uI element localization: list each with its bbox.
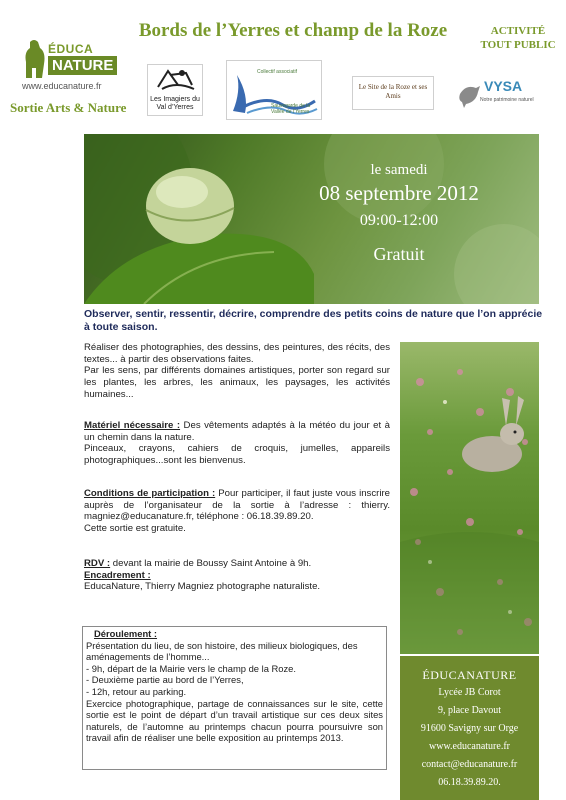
description-block bbox=[84, 342, 390, 401]
intro-text: Observer, sentir, ressentir, décrire, comprendre des petits coins de nature que l’on apprécie à toute saison. bbox=[84, 308, 543, 333]
collectif-label-1: Collectif associatif bbox=[257, 69, 298, 75]
contact-line-1: Lycée JB Corot bbox=[438, 687, 501, 698]
rdv-block bbox=[84, 558, 390, 593]
activity-label bbox=[476, 24, 560, 52]
description-p2: Par les sens, par différents domaines artistiques, porter son regard sur les plantes, les arbres, les animaux, les paysages, les activités humaines... bbox=[84, 365, 390, 400]
contact-line-3: 91600 Savigny sur Orge bbox=[420, 723, 519, 734]
subtitle: Sortie Arts & Nature bbox=[10, 100, 127, 115]
rdv-text: devant la mairie de Boussy Saint Antoine à 9h. bbox=[110, 558, 312, 569]
encadrement-text: EducaNature, Thierry Magniez photographe naturaliste. bbox=[84, 581, 321, 593]
rabbit-meadow-illustration bbox=[400, 342, 539, 654]
page-title: Bords de l’Yerres et champ de la Roze bbox=[138, 20, 448, 41]
conditions-block bbox=[84, 488, 390, 535]
educa-word: ÉDUCA bbox=[48, 42, 94, 56]
conditions-text-2: Cette sortie est gratuite. bbox=[84, 523, 186, 535]
contact-phone: 06.18.39.89.20. bbox=[438, 777, 501, 788]
programme-line-5: Exercice photographique, partage de connaissances sur le site, cette sortie est le point de départ d’un travail artistique sur ces deux sites naturels, de l’automne au printemps chacun pourra poursuivre son travail afin de réaliser une belle exposition au printemps 2013. bbox=[86, 697, 383, 744]
contact-org: ÉDUCANATURE bbox=[422, 668, 517, 682]
programme-line-1: Présentation du lieu, de son histoire, des milieux biologiques, des aménagements de l’homme... bbox=[86, 639, 358, 663]
hero-photo bbox=[84, 134, 539, 304]
educanature-logo bbox=[22, 36, 112, 96]
event-day: le samedi bbox=[370, 162, 428, 178]
programme-heading: Déroulement : bbox=[94, 628, 158, 639]
materiel-heading: Matériel nécessaire : bbox=[84, 420, 181, 431]
encadrement-heading: Encadrement : bbox=[84, 569, 151, 581]
programme-line-3: - Deuxième partie au bord de l’Yerres, bbox=[86, 674, 244, 686]
conditions-heading: Conditions de participation : bbox=[84, 488, 216, 499]
rdv-heading: RDV : bbox=[84, 558, 111, 569]
collectif-logo bbox=[226, 60, 322, 120]
logo-url: www.educanature.fr bbox=[22, 81, 102, 91]
contact-email[interactable]: contact@educanature.fr bbox=[421, 759, 518, 770]
event-price: Gratuit bbox=[373, 244, 425, 264]
imagiers-label: Les Imagiers du Val d’Yerres bbox=[150, 96, 200, 111]
collectif-label-2: Sauvegarde de la Vallée de l’Yerres bbox=[271, 103, 311, 115]
imagiers-logo bbox=[147, 64, 203, 116]
materiel-text-2: Pinceaux, crayons, cahiers de croquis, jumelles, appareils photographiques...sont les bienvenus. bbox=[84, 443, 390, 467]
programme-line-4: - 12h, retour au parking. bbox=[86, 685, 187, 697]
artist-icon bbox=[148, 65, 204, 95]
programme-box bbox=[82, 626, 387, 770]
event-details bbox=[289, 162, 509, 265]
vysa-logo bbox=[458, 78, 534, 112]
bear-icon bbox=[22, 38, 48, 80]
materiel-text: Des vêtements adaptés à la météo du jour et à un chemin dans la nature. bbox=[84, 420, 390, 443]
roze-logo bbox=[352, 76, 434, 110]
activity-line-1: ACTIVITÉ bbox=[490, 25, 546, 37]
contact-line-2: 9, place Davout bbox=[437, 705, 502, 716]
rabbit-photo bbox=[400, 342, 539, 654]
materiel-block bbox=[84, 420, 390, 467]
event-date: 08 septembre 2012 bbox=[319, 181, 479, 205]
description-p1: Réaliser des photographies, des dessins, des peintures, des récits, des textes... à partir des observations faites. bbox=[84, 342, 390, 365]
event-time: 09:00-12:00 bbox=[359, 212, 439, 229]
programme-line-2: - 9h, départ de la Mairie vers le champ de la Roze. bbox=[86, 662, 296, 674]
vysa-sub: Notre patrimoine naturel bbox=[480, 97, 534, 103]
roze-label: Le Site de la Roze et ses Amis bbox=[358, 83, 428, 100]
contact-web[interactable]: www.educanature.fr bbox=[429, 741, 510, 752]
nature-word: NATURE bbox=[48, 56, 117, 75]
conditions-text: Pour participer, il faut juste vous inscrire auprès de l’organisateur de la sortie à l’adresse : thierry. magniez@educanature.fr, téléphone : 06.18.39.89.20. bbox=[84, 488, 391, 523]
activity-line-2: TOUT PUBLIC bbox=[480, 39, 556, 51]
contact-box bbox=[400, 656, 539, 800]
bird-icon bbox=[458, 80, 482, 110]
vysa-label: VYSA bbox=[484, 78, 523, 94]
